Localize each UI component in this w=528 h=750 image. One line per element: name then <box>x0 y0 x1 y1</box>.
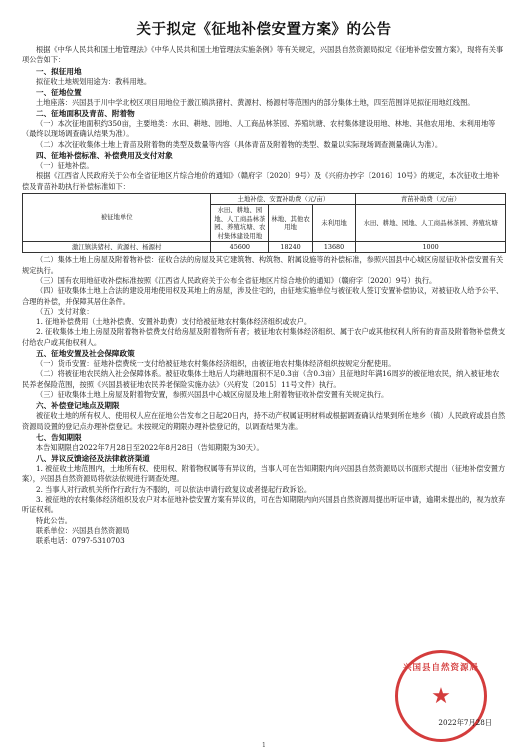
table-subheader: 水田、耕地、园地、人工商品林茶园、养殖坑塘、农村集体建设用地 <box>211 205 269 242</box>
paragraph: 2. 当事人对行政机关所作行政行为不服的，可以依法申请行政复议或者提起行政诉讼。 <box>36 484 312 494</box>
section-heading: 四、征地补偿标准、补偿费用及支付对象 <box>36 151 173 161</box>
paragraph: 3. 被征地的农村集体经济组织及农户对本征地补偿安置方案有异议的，可在告知期限内向兴国县自然资源局提出听证申请，逾期未提出的，视为放弃听证权利。 <box>22 495 506 515</box>
section-heading: 一、拟征用地 <box>36 66 82 76</box>
official-seal-icon <box>395 650 487 742</box>
section-heading: 八、异议反馈途径及法律救济渠道 <box>36 454 150 464</box>
table-subheader: 未利用地 <box>312 205 355 242</box>
section-heading: 六、补偿登记地点及期限 <box>36 401 120 411</box>
paragraph: （四）征收集体土地上合法的建设用地使用权及其地上的房屋，涉及住宅的，由征地实施单位与被征收人签订安置补偿协议，对被征收人给予公平、合理的补偿，并保障其居住条件。 <box>22 286 504 306</box>
paragraph: 2. 征收集体土地上房屋及附着物补偿费支付给房屋及附着物所有者；被征地农村集体经济组织、属于农户或其他权利人所有的青苗及附着物补偿费支付给农户或其他权利人。 <box>22 327 506 347</box>
table-subheader: 水田、耕地、园地、人工商品林茶园、养殖坑塘 <box>356 205 506 242</box>
table-row <box>23 242 506 253</box>
paragraph: （二）将被征地农民纳入社会保障体系。被征收集体土地后人均耕地面积不足0.3亩（含0.3亩）且征地时年满16周岁的被征地农民，纳入被征地农民养老保险范围，按照《兴国县被征地农民养老保险实施办法》（兴府发〔2015〕11号文件）执行。 <box>22 369 500 389</box>
paragraph: 1. 征地补偿费用（土地补偿费、安置补助费）支付给被征地农村集体经济组织或农户。 <box>36 317 312 327</box>
section-heading: 七、告知期限 <box>36 432 82 442</box>
table-header-land: 土地补偿、安置补助费（元/亩） <box>211 193 356 204</box>
issue-date: 2022年7月28日 <box>438 718 492 727</box>
table-header-crops: 青苗补助费（元/亩） <box>356 193 506 204</box>
paragraph: （五）支付对象： <box>36 306 94 316</box>
paragraph: 特此公告。 <box>36 515 72 525</box>
paragraph: （二）集体土地上房屋及附着物补偿：征收合法的房屋及其它建筑物、构筑物、附属设施等的补偿标准，参照兴国县中心城区房屋征收补偿安置有关规定执行。 <box>22 255 504 275</box>
paragraph: （一）货币安置：征地补偿费统一支付给被征地农村集体经济组织，由被征地农村集体经济组织按规定分配使用。 <box>36 359 396 369</box>
paragraph: 本告知期限自2022年7月28日至2022年8月28日（告知期限为30天）。 <box>36 442 264 452</box>
paragraph: （三）征收集体土地上房屋及附着物安置，参照兴国县中心城区房屋及地上附着物征收补偿安置有关规定执行。 <box>36 389 389 399</box>
page-title: 关于拟定《征地补偿安置方案》的公告 <box>136 22 392 38</box>
table-cell: 1000 <box>356 242 506 253</box>
paragraph: 土地座落：兴国县于川中学北校区项目用地位于激江镇洪猪村、黄源村、杨源村等范围内的部分集体土地，四至范围详见拟征用地红线图。 <box>36 97 475 107</box>
paragraph: 1. 被征收土地范围内，土地所有权、使用权、附着物权属等有异议的，当事人可在告知期限内向兴国县自然资源局以书面形式提出（征地补偿安置方案），兴国县自然资源局将依法依规进行调查处理。 <box>22 464 506 484</box>
section-heading: 一、征地位置 <box>36 87 82 97</box>
page-number: 1 <box>262 742 266 749</box>
paragraph: （一）本次征地面积约350亩，主要地类：水田、耕地、园地、人工商品林茶园、养殖坑塘、农村集体建设用地、林地、其他农用地、未利用地等（最终以现场调查确认结果为准）。 <box>22 119 496 139</box>
table-cell: 45600 <box>211 242 269 253</box>
seal-text: 兴国县自然资源局 <box>402 663 479 673</box>
intro-paragraph: 根据《中华人民共和国土地管理法》《中华人民共和国土地管理法实施条例》等有关规定，兴国县自然资源局拟定《征地补偿安置方案》，现将有关事项公告如下： <box>22 45 504 65</box>
seal-star-icon: ★ <box>431 684 451 709</box>
paragraph: （三）国有农用地征收补偿标准按照《江西省人民政府关于公布全省征地区片综合地价的通知》（赣府字〔2020〕9号）执行。 <box>36 276 437 285</box>
paragraph: 拟征收土地规划用途为：教科用地。 <box>36 76 152 86</box>
signature-block <box>22 526 506 547</box>
section-heading: 二、征地面积及青苗、附着物 <box>36 109 135 119</box>
table-cell: 13680 <box>312 242 355 253</box>
paragraph: 被征收土地的所有权人、使用权人应在征地公告发布之日起20日内，持不动产权属证明材料或根据调查确认结果到所在地乡（镇）人民政府或县自然资源局设置的登记点办理补偿登记。未按规定的期限办理补偿登记的，以调查结果为准。 <box>22 411 506 431</box>
table-cell: 激江镇洪猪村、黄源村、杨源村 <box>23 242 211 253</box>
compensation-table <box>22 193 506 253</box>
contact-phone: 联系电话：0797-5310703 <box>36 536 125 546</box>
paragraph: 根据《江西省人民政府关于公布全省征地区片综合地价的通知》（赣府字〔2020〕9号）及《兴府办抄字〔2016〕10号》的规定，本次征收土地补偿及青苗补助执行补偿标准如下： <box>22 171 500 191</box>
paragraph: （一）征地补偿。 <box>36 161 94 171</box>
section-heading: 五、征地安置及社会保障政策 <box>36 349 135 359</box>
table-header-unit: 被征地单位 <box>23 193 211 241</box>
table-cell: 18240 <box>269 242 312 253</box>
paragraph: （二）本次征收集体土地上青苗及附着物的类型及数量等内容（具体青苗及附着物的类型、数量以实际现场调查测量确认为准）。 <box>36 139 443 149</box>
table-subheader: 林地、其他农用地 <box>269 205 312 242</box>
contact-unit: 联系单位：兴国县自然资源局 <box>36 525 130 535</box>
